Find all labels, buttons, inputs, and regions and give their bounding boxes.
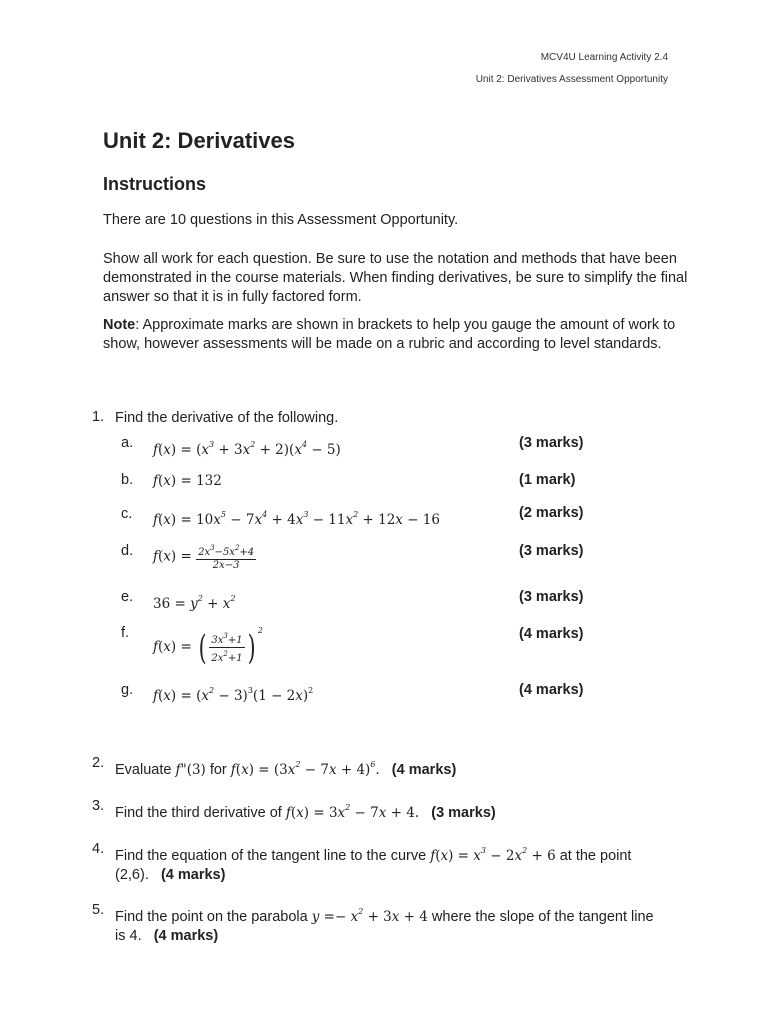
q4-number: 4. xyxy=(92,841,105,857)
q2-marks: (4 marks) xyxy=(391,762,457,778)
header-unit: Unit 2: Derivatives Assessment Opportunity xyxy=(475,74,668,85)
q1b-marks: (1 mark) xyxy=(519,472,576,488)
q1g-expression: $f(x) = (x^2 - 3)^3(1 - 2x)^2$ xyxy=(153,686,314,704)
q1f-label: f. xyxy=(121,625,130,641)
instructions-note xyxy=(103,316,703,354)
q5-number: 5. xyxy=(92,902,105,918)
q1d-expression: f(x) = $\frac{2x^3-5x^2+4}{2x-3}$ xyxy=(153,544,255,571)
q4-line2: (2,6). xyxy=(115,867,149,883)
q1e-label: e. xyxy=(121,589,134,605)
q1e-expression: $36 = y^2 + x^2$ xyxy=(153,594,236,612)
note-label: Note xyxy=(103,317,136,333)
q4-pre: Find the equation of the tangent line to the curve xyxy=(115,848,431,864)
q1-number: 1. xyxy=(92,409,105,425)
q1d-marks: (3 marks) xyxy=(519,543,584,559)
q1f-marks: (4 marks) xyxy=(519,626,584,642)
q4-function: $f(x) = x^3 - 2x^2 + 6$ xyxy=(430,846,556,864)
q1g-marks: (4 marks) xyxy=(519,682,584,698)
q3-marks: (3 marks) xyxy=(431,805,496,821)
q1f-expression: f(x) = ( $\frac{3x^3+1}{2x^2+1}$ ) $^2$ xyxy=(153,626,263,668)
header-activity: MCV4U Learning Activity 2.4 xyxy=(540,52,668,63)
instructions-body: Show all work for each question. Be sure to use the notation and methods that have been demonstrated in the course materials. When finding derivatives, be sure to simplify the final answer so that it is in fully factored form. xyxy=(103,251,688,305)
q4-text xyxy=(115,841,695,885)
q2-second-derivative: f"(3) xyxy=(175,762,206,778)
q1c-marks: (2 marks) xyxy=(519,505,584,521)
q2-mid: for xyxy=(205,762,231,778)
q3-pre: Find the third derivative of xyxy=(115,805,286,821)
q1c-expression: $f(x) = 10x^5 - 7x^4 + 4x^3 - 11x^2 + 12x - 16$ xyxy=(153,510,440,528)
q5-pre: Find the point on the parabola xyxy=(115,909,312,925)
q2-text xyxy=(115,755,695,780)
q1e-marks: (3 marks) xyxy=(519,589,584,605)
instructions-heading: Instructions xyxy=(103,174,207,194)
q1a-marks: (3 marks) xyxy=(519,435,584,451)
instructions-intro: There are 10 questions in this Assessment Opportunity. xyxy=(103,212,459,228)
q1b-label: b. xyxy=(121,472,134,488)
q1-text: Find the derivative of the following. xyxy=(115,410,339,426)
q1a-expression: $f(x) = (x^3 + 3x^2 + 2)(x^4 - 5)$ xyxy=(153,440,341,458)
q1g-label: g. xyxy=(121,682,134,698)
q5-text xyxy=(115,902,695,946)
q5-line2: is 4. xyxy=(115,928,142,944)
note-text: : Approximate marks are shown in brackets to help you gauge the amount of work to show, however assessments will be made on a rubric and according to level standards. xyxy=(103,317,676,352)
page-title: Unit 2: Derivatives xyxy=(103,128,295,153)
q1a-label: a. xyxy=(121,435,134,451)
q1d-label: d. xyxy=(121,543,134,559)
q4-post: at the point xyxy=(555,848,632,864)
q1c-label: c. xyxy=(121,506,133,522)
q5-post: where the slope of the tangent line xyxy=(427,909,654,925)
q4-marks: (4 marks) xyxy=(160,867,226,883)
q2-number: 2. xyxy=(92,755,105,771)
q3-number: 3. xyxy=(92,798,105,814)
q2-function: $f(x) = (3x^2 - 7x + 4)^6$. xyxy=(230,760,380,778)
q5-marks: (4 marks) xyxy=(153,928,219,944)
q2-pre: Evaluate xyxy=(115,762,176,778)
q5-function: $y =- x^2 + 3x + 4$ xyxy=(311,907,428,925)
q1b-expression: f(x) = 132 xyxy=(153,473,222,489)
q3-function: $f(x) = 3x^2 - 7x + 4$. xyxy=(285,803,420,821)
q3-text xyxy=(115,798,695,823)
